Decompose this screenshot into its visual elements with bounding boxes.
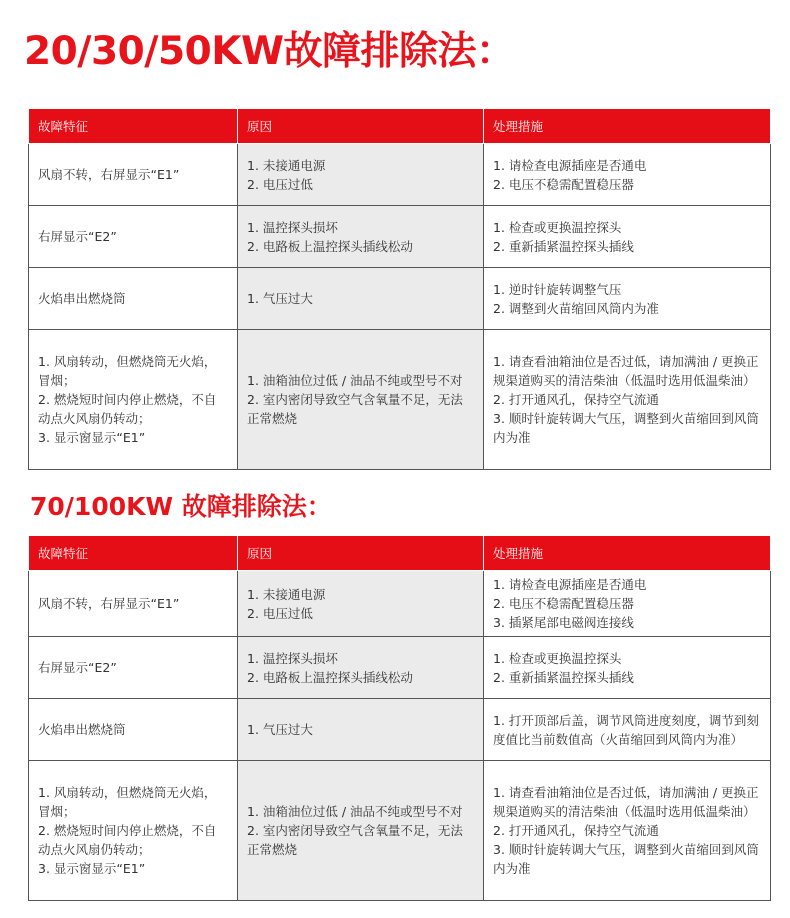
table-row [29,761,771,901]
troubleshooting-table-20-30-50kw [28,108,771,470]
header-solution: 处理措施 [484,109,771,144]
cause-cell: 1. 未接通电源 2. 电压过低 [238,571,484,637]
table-header-row [29,536,771,571]
troubleshooting-table-70-100kw [28,535,771,901]
section2-title: 70/100KW 故障排除法： [30,492,332,521]
cause-cell: 1. 温控探头损坏 2. 电路板上温控探头插线松动 [238,206,484,268]
header-symptom: 故障特征 [29,109,238,144]
header-cause: 原因 [238,536,484,571]
symptom-cell: 风扇不转，右屏显示“E1” [29,571,238,637]
solution-cell: 1. 检查或更换温控探头 2. 重新插紧温控探头插线 [484,637,771,699]
symptom-cell: 1. 风扇转动，但燃烧筒无火焰，冒烟； 2. 燃烧短时间内停止燃烧，不自动点火风扇仍转动； 3. 显示窗显示“E1” [29,761,238,901]
cause-cell: 1. 油箱油位过低 / 油品不纯或型号不对 2. 室内密闭导致空气含氧量不足，无法正常燃烧 [238,761,484,901]
header-symptom: 故障特征 [29,536,238,571]
cause-cell: 1. 气压过大 [238,268,484,330]
section1-title: 20/30/50KW故障排除法： [24,29,515,74]
symptom-cell: 右屏显示“E2” [29,637,238,699]
solution-cell: 1. 请查看油箱油位是否过低，请加满油 / 更换正规渠道购买的清洁柴油（低温时选用低温柴油） 2. 打开通风孔，保持空气流通 3. 顺时针旋转调大气压，调整到火苗缩回到风筒内为准 [484,330,771,470]
table-row [29,330,771,470]
table-row [29,206,771,268]
solution-cell: 1. 逆时针旋转调整气压 2. 调整到火苗缩回风筒内为准 [484,268,771,330]
table-row [29,571,771,637]
table-row [29,268,771,330]
solution-cell: 1. 检查或更换温控探头 2. 重新插紧温控探头插线 [484,206,771,268]
table-row [29,144,771,206]
header-cause: 原因 [238,109,484,144]
symptom-cell: 1. 风扇转动，但燃烧筒无火焰，冒烟； 2. 燃烧短时间内停止燃烧，不自动点火风扇仍转动； 3. 显示窗显示“E1” [29,330,238,470]
symptom-cell: 风扇不转，右屏显示“E1” [29,144,238,206]
solution-cell: 1. 请检查电源插座是否通电 2. 电压不稳需配置稳压器 [484,144,771,206]
solution-cell: 1. 请查看油箱油位是否过低，请加满油 / 更换正规渠道购买的清洁柴油（低温时选用低温柴油） 2. 打开通风孔，保持空气流通 3. 顺时针旋转调大气压，调整到火苗缩回到风筒内为准 [484,761,771,901]
cause-cell: 1. 油箱油位过低 / 油品不纯或型号不对 2. 室内密闭导致空气含氧量不足，无法正常燃烧 [238,330,484,470]
cause-cell: 1. 气压过大 [238,699,484,761]
symptom-cell: 火焰串出燃烧筒 [29,699,238,761]
header-solution: 处理措施 [484,536,771,571]
solution-cell: 1. 请检查电源插座是否通电 2. 电压不稳需配置稳压器 3. 插紧尾部电磁阀连接线 [484,571,771,637]
cause-cell: 1. 未接通电源 2. 电压过低 [238,144,484,206]
table-row [29,699,771,761]
solution-cell: 1. 打开顶部后盖，调节风筒进度刻度，调节到刻度值比当前数值高（火苗缩回到风筒内为准） [484,699,771,761]
cause-cell: 1. 温控探头损坏 2. 电路板上温控探头插线松动 [238,637,484,699]
table-row [29,637,771,699]
symptom-cell: 火焰串出燃烧筒 [29,268,238,330]
table-header-row [29,109,771,144]
symptom-cell: 右屏显示“E2” [29,206,238,268]
